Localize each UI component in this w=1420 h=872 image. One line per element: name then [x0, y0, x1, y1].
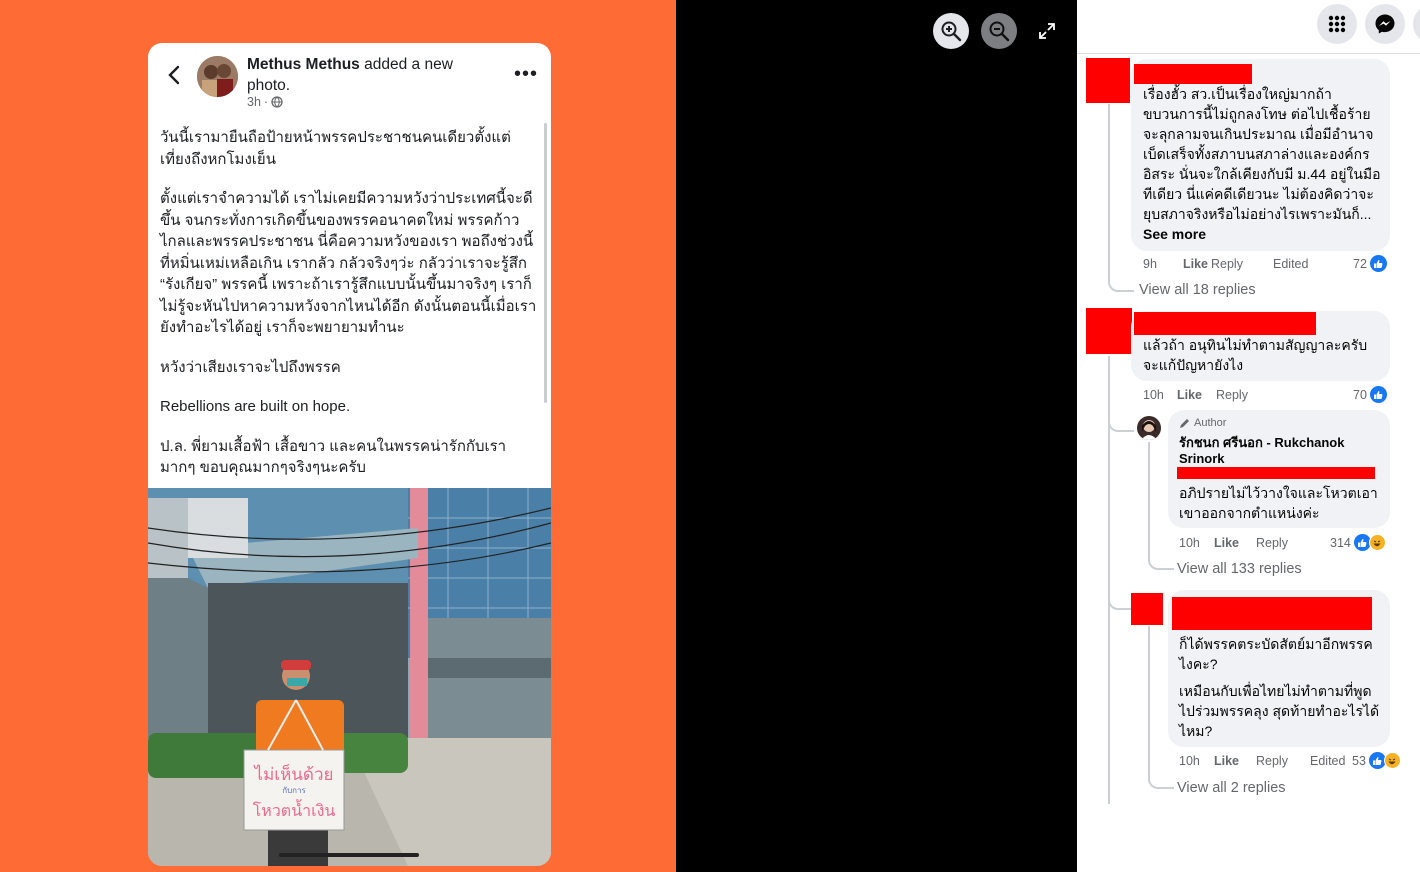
- thread-line: [1148, 771, 1174, 789]
- like-button[interactable]: Like: [1214, 754, 1240, 768]
- post-paragraph: วันนี้เรามายืนถือป้ายหน้าพรรคประชาชนคนเดียวตั้งแต่เที่ยงถึงหกโมงเย็น: [160, 129, 511, 168]
- post-author[interactable]: Methus Methus: [247, 56, 360, 73]
- redacted-name: [1134, 64, 1252, 84]
- view-replies-link[interactable]: View all 2 replies: [1177, 780, 1286, 796]
- edited-label: Edited: [1310, 754, 1346, 768]
- like-reaction-icon: [1370, 255, 1387, 272]
- home-indicator: [279, 853, 419, 857]
- redacted-text: [1177, 467, 1375, 479]
- reply-button[interactable]: Reply: [1256, 754, 1288, 768]
- comment-text: เรื่องฮั้ว สว.เป็นเรื่องใหญ่มากถ้าขบวนการนี้ไม่ถูกลงโทษ ต่อไปเชื้อร้ายจะลุกลามจนเกินประมาณ เมื่อมีอำนาจเบ็ดเสร็จทั้งสภาบนสภาล่างและองค์กรอิสระ นั่นจะใกล้เคียงกับมี ม.44 อยู่ในมือทีเดียว นี่แค่คดีเดียวนะ ไม่ต้องคิดว่าจะยุบสภาจริงหรือไม่อย่างไรเพราะมันก็... See more: [1143, 86, 1381, 242]
- thread-line: [1108, 104, 1110, 284]
- zoom-in-button[interactable]: [933, 13, 969, 49]
- comment-text: แล้วถ้า อนุทินไม่ทำตามสัญญาละครับ จะแก้ปัญหายังไง: [1143, 337, 1368, 373]
- haha-reaction-icon: [1369, 534, 1386, 551]
- thread-line: [1108, 270, 1134, 292]
- post-action: added a new photo.: [247, 56, 453, 94]
- redacted-name: [1172, 597, 1372, 630]
- messenger-button[interactable]: [1365, 4, 1405, 44]
- post-header: [247, 54, 497, 96]
- author-badge: Author: [1179, 417, 1226, 429]
- post-paragraph: ป.ล. พี่ยามเสื้อฟ้า เสื้อขาว และคนในพรรคน่ารักกับเรามากๆ ขอบคุณมากๆจริงๆนะครับ: [160, 437, 507, 476]
- reaction-count[interactable]: 72: [1353, 255, 1387, 272]
- post-paragraph: หวังว่าเสียงเราจะไปถึงพรรค: [160, 358, 341, 376]
- comment-actions: [1179, 536, 1339, 552]
- reply-text: เหมือนกับเพื่อไทยไม่ทำตามที่พูดไปร่วมพรรคลุง สุดท้ายทำอะไรได้ไหม?: [1179, 683, 1380, 739]
- comment-actions: [1179, 754, 1379, 770]
- reply-button[interactable]: Reply: [1216, 388, 1248, 402]
- haha-reaction-icon: [1384, 752, 1401, 769]
- comment-time[interactable]: 9h: [1143, 257, 1157, 271]
- reply-button[interactable]: Reply: [1211, 257, 1243, 271]
- redacted-avatar: [1131, 593, 1163, 625]
- fullscreen-button[interactable]: [1034, 18, 1060, 44]
- like-reaction-icon: [1370, 386, 1387, 403]
- reply-text: อภิปรายไม่ไว้วางใจและโหวตเอาเขาออกจากตำแหน่งค่ะ: [1179, 485, 1378, 521]
- pencil-icon: [1179, 417, 1191, 429]
- zoom-in-icon: [940, 20, 962, 42]
- comment-actions: [1143, 388, 1343, 404]
- see-more-link[interactable]: See more: [1143, 226, 1207, 242]
- like-button[interactable]: Like: [1177, 388, 1203, 402]
- reply-text: ก็ได้พรรคตระบัดสัตย์มาอีกพรรคไงคะ?: [1179, 636, 1373, 672]
- thread-line: [1148, 552, 1174, 570]
- back-arrow-icon: [166, 65, 182, 85]
- like-button[interactable]: Like: [1183, 257, 1209, 271]
- reply-button[interactable]: Reply: [1256, 536, 1288, 550]
- comments-panel: [1077, 0, 1420, 872]
- more-options-icon[interactable]: •••: [514, 63, 539, 85]
- post-meta: 3h ·: [247, 95, 283, 109]
- comment-time[interactable]: 10h: [1143, 388, 1164, 402]
- edited-label: Edited: [1273, 257, 1309, 271]
- notifications-button[interactable]: [1413, 4, 1420, 44]
- sign-text: โหวตน้ำเงิน: [252, 801, 336, 820]
- reaction-count[interactable]: 53: [1352, 752, 1401, 769]
- view-replies-link[interactable]: View all 133 replies: [1177, 561, 1302, 577]
- scrollbar[interactable]: [544, 123, 547, 403]
- post-paragraph: Rebellions are built on hope.: [160, 398, 351, 415]
- sign-text: ไม่เห็นด้วย: [254, 765, 334, 785]
- post-paragraph: ตั้งแต่เราจำความได้ เราไม่เคยมีความหวังว่าประเทศนี้จะดีขึ้น จนกระทั่งการเกิดขึ้นของพรรคอนาคตใหม่ พรรคก้าวไกลและพรรคประชาชน นี่คือความหวังของเรา พอถึงช่วงนี้ที่หมิ่นเหม่เหลือเกิน เรากลัว กลัวจริงๆว่ะ กลัวว่าเราจะรู้สึก “รังเกียจ” พรรคนี้ เพราะถ้าเรารู้สึกแบบนั้นขึ้นมาจริงๆ เราก็ไม่รู้จะหันไปหาความหวังจากไหนได้อีก ดังนั้นตอนนี้เมื่อเรายังทำอะไรได้อยู่ เราก็จะพยายามทำนะ: [160, 190, 537, 336]
- avatar[interactable]: [1137, 416, 1161, 440]
- apps-menu-button[interactable]: [1317, 4, 1357, 44]
- thread-line: [1148, 626, 1150, 781]
- expand-icon: [1039, 23, 1055, 39]
- post-screenshot: [148, 43, 551, 866]
- view-replies-link[interactable]: View all 18 replies: [1139, 282, 1256, 298]
- like-button[interactable]: Like: [1214, 536, 1240, 550]
- sign-text: กับการ: [282, 786, 306, 795]
- post-photo: [148, 488, 551, 866]
- comment-time[interactable]: 10h: [1179, 536, 1200, 550]
- post-body: [160, 127, 538, 497]
- avatar: [197, 56, 238, 97]
- messenger-icon: [1374, 13, 1396, 35]
- reply-author-name[interactable]: รักชนก ศรีนอก - Rukchanok Srinork: [1179, 435, 1345, 466]
- redacted-avatar: [1086, 308, 1132, 354]
- comment-time[interactable]: 10h: [1179, 754, 1200, 768]
- top-bar: [1077, 0, 1420, 54]
- zoom-out-icon: [988, 20, 1010, 42]
- zoom-out-button[interactable]: [981, 13, 1017, 49]
- globe-icon: [271, 96, 283, 108]
- grid-menu-icon: [1327, 14, 1347, 34]
- redacted-name: [1134, 312, 1316, 335]
- post-time[interactable]: 3h: [247, 95, 261, 109]
- thread-line: [1108, 398, 1134, 432]
- reaction-count[interactable]: 314: [1330, 534, 1386, 551]
- reaction-count[interactable]: 70: [1353, 386, 1387, 403]
- redacted-avatar: [1086, 58, 1130, 103]
- comment-actions: [1143, 257, 1383, 273]
- thread-line: [1148, 442, 1150, 562]
